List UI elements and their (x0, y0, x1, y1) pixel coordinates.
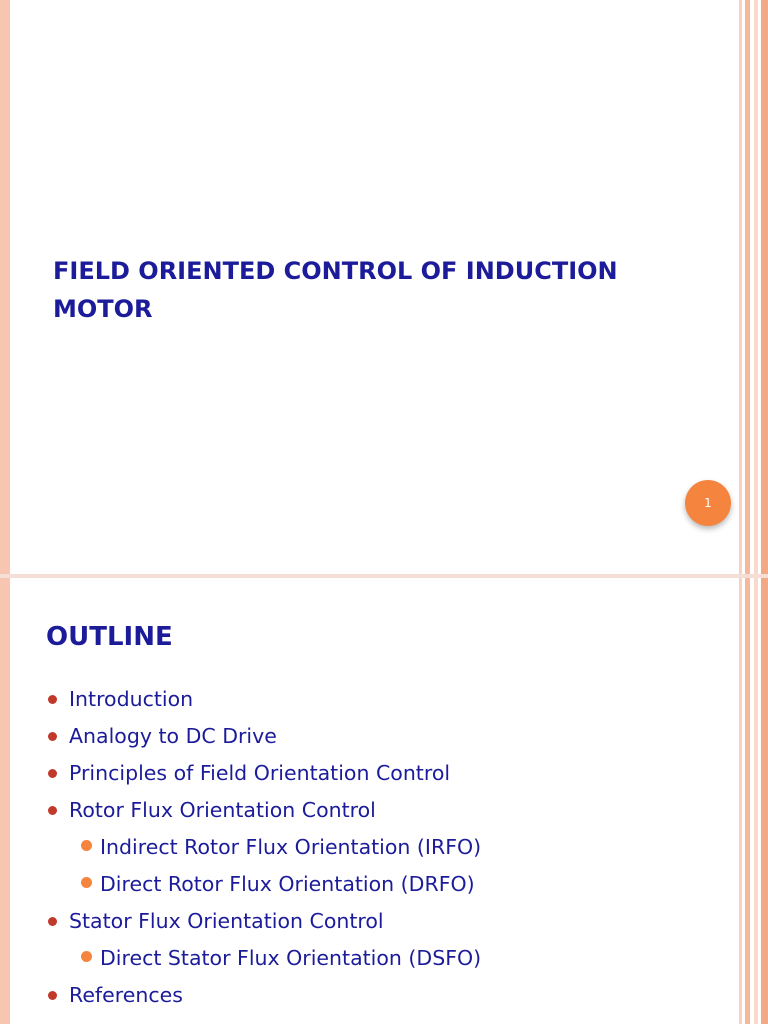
outline-item (46, 755, 706, 792)
bullet-icon (81, 840, 92, 851)
slide-left-border (0, 0, 10, 576)
bullet-icon (48, 732, 57, 741)
outline-item (46, 903, 706, 940)
bullet-icon (48, 806, 57, 815)
outline-item-text: Indirect Rotor Flux Orientation (IRFO) (100, 835, 482, 859)
outline-item (46, 977, 706, 1014)
outline-subitem (46, 940, 706, 977)
outline-item-text: Direct Rotor Flux Orientation (DRFO) (100, 872, 475, 896)
outline-item-text: Direct Stator Flux Orientation (DSFO) (100, 946, 482, 970)
slide-right-stripes (736, 0, 768, 576)
slide-title: FIELD ORIENTED CONTROL OF INDUCTION MOTOR (53, 257, 618, 323)
outline-slide (0, 578, 768, 1024)
slide-right-stripes (736, 578, 768, 1024)
outline-subitem (46, 829, 706, 866)
bullet-icon (81, 951, 92, 962)
outline-item-text: Principles of Field Orientation Control (69, 761, 451, 785)
slide-left-border (0, 578, 10, 1024)
bullet-icon (81, 877, 92, 888)
outline-item (46, 681, 706, 718)
bullet-icon (48, 769, 57, 778)
outline-item (46, 792, 706, 829)
bullet-icon (48, 917, 57, 926)
outline-list (46, 681, 706, 1014)
outline-item-text: References (69, 983, 183, 1007)
outline-item-text: Rotor Flux Orientation Control (69, 798, 376, 822)
bullet-icon (48, 695, 57, 704)
outline-subitem (46, 866, 706, 903)
outline-item-text: Stator Flux Orientation Control (69, 909, 384, 933)
page-number-badge: 1 (685, 480, 731, 526)
outline-item-text: Analogy to DC Drive (69, 724, 277, 748)
bullet-icon (48, 991, 57, 1000)
outline-item-text: Introduction (69, 687, 194, 711)
outline-item (46, 718, 706, 755)
outline-title: OUTLINE (46, 622, 173, 652)
